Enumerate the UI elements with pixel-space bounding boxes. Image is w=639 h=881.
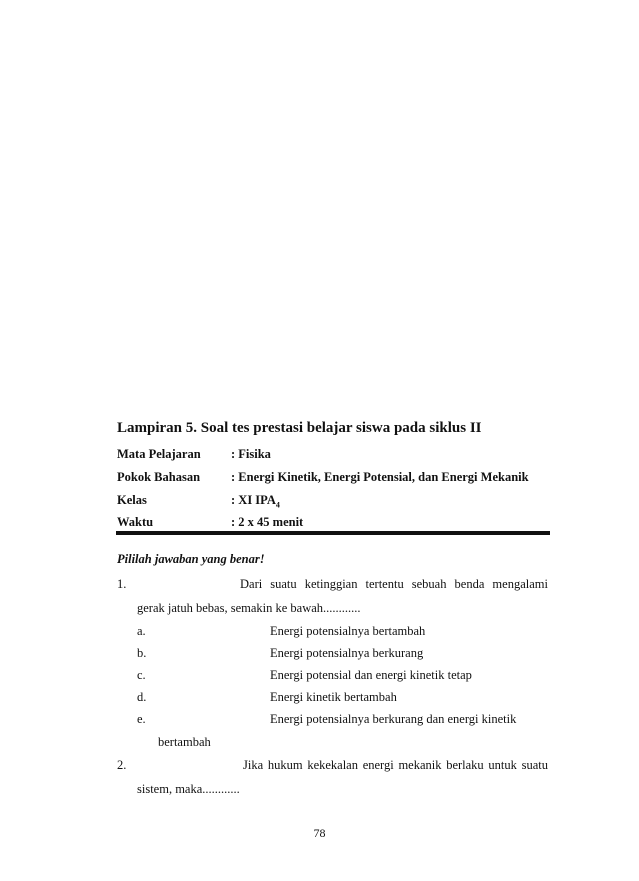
option-text: Energi potensialnya bertambah (270, 624, 426, 638)
option-text: Energi potensialnya berkurang dan energi kinetik (270, 712, 517, 726)
meta-value (231, 493, 280, 510)
question-word: benda (454, 577, 485, 591)
question-line (240, 577, 548, 592)
question-word: kekekalan (307, 758, 358, 772)
question-word: mekanik (398, 758, 442, 772)
question-word: hukum (267, 758, 303, 772)
meta-value: : Energi Kinetik, Energi Potensial, dan Energi Mekanik (231, 470, 529, 484)
question-line: sistem, maka............ (137, 782, 240, 796)
option-text: Energi potensial dan energi kinetik tetap (270, 668, 472, 682)
question-word: tertentu (365, 577, 404, 591)
page-title (117, 420, 482, 437)
question-word: suatu (270, 577, 297, 591)
class-subscript: 4 (275, 500, 280, 510)
title-prefix: Lampiran 5 (117, 420, 194, 436)
question-number: 2. (117, 758, 127, 772)
option-letter: c. (137, 668, 146, 682)
option-text: Energi kinetik bertambah (270, 690, 397, 704)
question-word: suatu (521, 758, 548, 772)
question-word: ketinggian (304, 577, 358, 591)
meta-label: Waktu (117, 515, 154, 529)
question-line (243, 758, 548, 773)
question-word: mengalami (492, 577, 548, 591)
class-value: : XI IPA (231, 493, 276, 507)
option-letter: a. (137, 624, 146, 638)
meta-value: : 2 x 45 menit (231, 515, 304, 529)
question-word: Dari (240, 577, 263, 591)
option-letter: d. (137, 690, 147, 704)
meta-label: Pokok Bahasan (117, 470, 201, 484)
option-letter: e. (137, 712, 146, 726)
instruction: Pililah jawaban yang benar! (117, 552, 265, 566)
option-text: Energi potensialnya berkurang (270, 646, 424, 660)
question-word: untuk (488, 758, 517, 772)
option-text-continued: bertambah (158, 735, 211, 749)
meta-label: Kelas (117, 493, 147, 507)
question-word: Jika (243, 758, 264, 772)
question-word: berlaku (446, 758, 484, 772)
option-letter: b. (137, 646, 147, 660)
title-rest: . Soal tes prestasi belajar siswa pada siklus II (193, 420, 482, 436)
question-line: gerak jatuh bebas, semakin ke bawah............ (137, 601, 361, 615)
page-number: 78 (313, 826, 326, 840)
meta-value: : Fisika (231, 447, 271, 461)
divider-rule (116, 531, 550, 535)
question-word: sebuah (411, 577, 447, 591)
question-number: 1. (117, 577, 127, 591)
meta-label: Mata Pelajaran (117, 447, 201, 461)
question-word: energi (362, 758, 394, 772)
